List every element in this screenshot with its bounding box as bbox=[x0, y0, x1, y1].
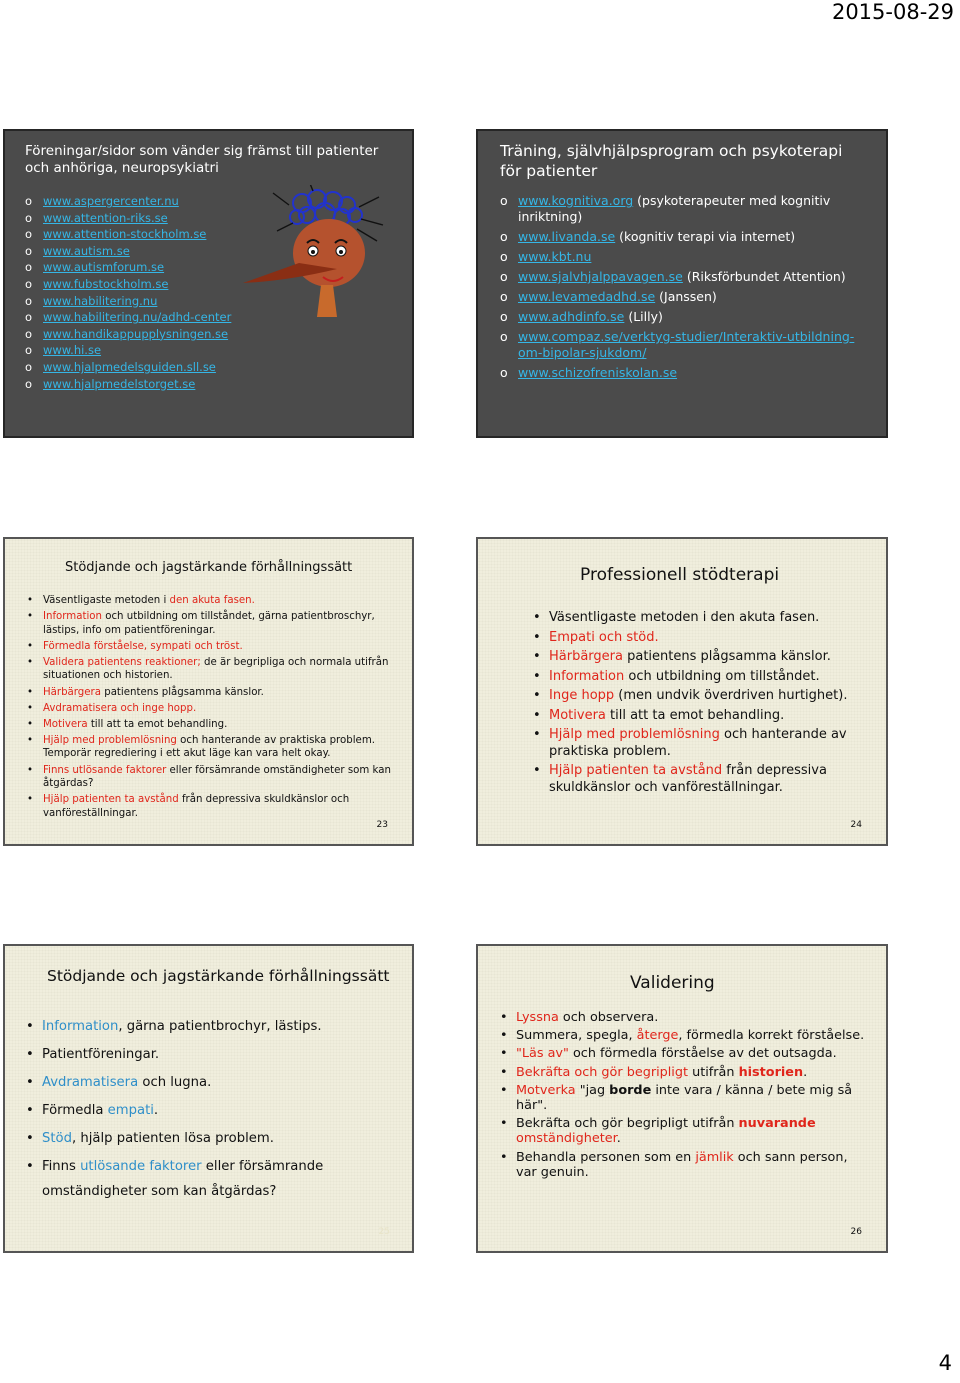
resource-link[interactable]: www.adhdinfo.se bbox=[518, 309, 625, 324]
bullet-highlight: Validera patientens reaktioner; bbox=[43, 656, 201, 668]
link-list-item bbox=[43, 210, 231, 227]
link-description: (Riksförbundet Attention) bbox=[682, 269, 846, 284]
bullet-item bbox=[549, 727, 869, 760]
bullet-item bbox=[43, 610, 403, 637]
bullet-item bbox=[42, 1126, 352, 1151]
bullet-text: patientens plågsamma känslor. bbox=[100, 686, 264, 698]
resource-link[interactable]: www.livanda.se bbox=[518, 229, 616, 244]
validering-item-6: • Bekräfta och gör begripligt utifrån nuvarande omständigheter. bbox=[516, 1116, 868, 1146]
bullet-item bbox=[43, 793, 403, 820]
link-description: (Janssen) bbox=[655, 289, 717, 304]
bullet-text: . bbox=[153, 1103, 159, 1118]
link-list-item bbox=[518, 309, 868, 325]
bullet-highlight: utlösande faktorer bbox=[80, 1159, 202, 1174]
link-list-item bbox=[518, 229, 868, 245]
resource-link[interactable]: www.attention-stockholm.se bbox=[43, 227, 207, 242]
bullet-highlight: Inge hopp bbox=[549, 688, 615, 703]
bullet-item bbox=[42, 1154, 352, 1204]
bullet-text: Patientföreningar. bbox=[42, 1047, 160, 1062]
bullet-text: , gärna patientbrochyr, lästips. bbox=[118, 1019, 322, 1034]
bullet-highlight: empati bbox=[107, 1103, 154, 1118]
bullet-item bbox=[43, 656, 403, 683]
bullet-item bbox=[549, 649, 869, 666]
bullet-item bbox=[42, 1098, 352, 1123]
resource-link[interactable]: www.kognitiva.org bbox=[518, 193, 634, 208]
bullet-text: eller försämrande omständigheter som kan åtgärdas? bbox=[42, 1159, 324, 1199]
bullet-text: Väsentligaste metoden i bbox=[43, 595, 170, 606]
link-list-item bbox=[43, 376, 231, 393]
resource-link[interactable]: www.attention-riks.se bbox=[43, 210, 168, 225]
caricature-drawing-image bbox=[237, 185, 407, 320]
bullet-item bbox=[43, 718, 403, 732]
bullet-highlight: Information bbox=[43, 611, 102, 623]
link-list-item bbox=[43, 193, 231, 210]
slide-4-bullet-list bbox=[549, 610, 869, 799]
link-list-item bbox=[518, 249, 868, 265]
resource-link[interactable]: www.autism.se bbox=[43, 243, 130, 258]
bullet-item bbox=[43, 686, 403, 700]
link-list-item bbox=[518, 329, 868, 361]
bullet-text: , hjälp patienten lösa problem. bbox=[71, 1131, 274, 1146]
slide-5-title: Stödjande och jagstärkande förhållningssätt bbox=[47, 967, 390, 985]
bullet-item bbox=[549, 669, 869, 686]
slide-5-number: 25 bbox=[378, 1227, 390, 1237]
resource-link[interactable]: www.fubstockholm.se bbox=[43, 276, 169, 291]
bullet-text: till att ta emot behandling. bbox=[605, 707, 785, 723]
slide-6-title: Validering bbox=[630, 973, 715, 993]
bullet-highlight: Förmedla förståelse, sympati och tröst. bbox=[43, 640, 243, 652]
link-list-item bbox=[43, 243, 231, 260]
bullet-highlight: Motivera bbox=[549, 707, 606, 723]
bullet-item bbox=[42, 1070, 352, 1095]
bullet-text: till att ta emot behandling. bbox=[87, 718, 228, 730]
link-list-item bbox=[43, 226, 231, 243]
validering-item-3: • "Läs av" och förmedla förståelse av det outsagda. bbox=[516, 1046, 868, 1061]
bullet-text: Finns bbox=[42, 1159, 81, 1174]
slide-6-bullet-list bbox=[516, 1010, 868, 1180]
resource-link[interactable]: www.habilitering.nu/adhd-center bbox=[43, 310, 232, 325]
bullet-highlight: Härbärgera bbox=[549, 649, 623, 664]
link-list-item bbox=[518, 269, 868, 285]
link-list-item bbox=[43, 276, 231, 293]
resource-link[interactable]: www.sjalvhjalppavagen.se bbox=[518, 269, 683, 284]
bullet-item bbox=[549, 708, 869, 725]
validering-item-7: • Behandla personen som en jämlik och sann person, var genuin. bbox=[516, 1150, 868, 1180]
link-list-item bbox=[518, 193, 868, 225]
bullet-text: och hanterande av praktiska problem. bbox=[549, 727, 847, 759]
bullet-text: patientens plågsamma känslor. bbox=[622, 649, 831, 664]
bullet-highlight: Hjälp med problemlösning bbox=[43, 734, 177, 746]
bullet-item bbox=[42, 1042, 352, 1067]
link-list-item bbox=[43, 293, 231, 310]
slide-4-title: Professionell stödterapi bbox=[580, 565, 780, 585]
bullet-highlight: Hjälp patienten ta avstånd bbox=[549, 763, 723, 778]
bullet-text: och lugna. bbox=[138, 1075, 212, 1090]
resource-link[interactable]: www.hi.se bbox=[43, 343, 102, 358]
slide-3-bullet-list bbox=[43, 594, 403, 823]
bullet-text: eller försämrande omständigheter som kan åtgärdas? bbox=[43, 764, 391, 790]
resource-link[interactable]: www.autismforum.se bbox=[43, 260, 165, 275]
link-description: (psykoterapeuter med kognitiv inriktning) bbox=[518, 193, 831, 224]
bullet-highlight: Finns utlösande faktorer bbox=[43, 764, 167, 776]
bullet-item bbox=[549, 630, 869, 647]
bullet-text: Förmedla bbox=[42, 1103, 108, 1118]
bullet-highlight: Avdramatisera bbox=[42, 1075, 139, 1090]
slide-1-link-list bbox=[43, 193, 231, 392]
bullet-item bbox=[43, 764, 403, 791]
slide-3 bbox=[3, 537, 414, 846]
slide-6 bbox=[476, 944, 888, 1253]
slide-5 bbox=[3, 944, 414, 1253]
validering-item-2: • Summera, spegla, återge, förmedla korrekt förståelse. bbox=[516, 1028, 868, 1043]
bullet-text: de är begripliga och normala utifrån situationen och historien. bbox=[43, 656, 389, 682]
link-list-item bbox=[43, 359, 231, 376]
resource-link[interactable]: www.hjalpmedelsguiden.sll.se bbox=[43, 359, 216, 374]
slide-2-title: Träning, självhjälpsprogram och psykoterapi för patienter bbox=[500, 142, 843, 180]
bullet-item bbox=[549, 610, 869, 627]
bullet-highlight: Stöd bbox=[42, 1131, 72, 1146]
resource-link[interactable]: www.schizofreniskolan.se bbox=[518, 365, 678, 380]
bullet-highlight: Hjälp med problemlösning bbox=[549, 727, 720, 742]
bullet-text: Väsentligaste metoden i den akuta fasen. bbox=[549, 610, 820, 625]
slide-3-number: 23 bbox=[376, 820, 388, 830]
link-list-item bbox=[43, 326, 231, 343]
slide-6-number: 26 bbox=[850, 1227, 862, 1237]
bullet-text: från depressiva skuldkänslor och vanföreställningar. bbox=[43, 794, 350, 819]
bullet-item bbox=[549, 763, 869, 796]
validering-item-1: • Lyssna och observera. bbox=[516, 1010, 868, 1025]
slide-1-title: Föreningar/sidor som vänder sig främst till patienter och anhöriga, neuropsykiatri bbox=[25, 143, 379, 176]
link-description: (kognitiv terapi via internet) bbox=[615, 229, 796, 244]
bullet-highlight: Motivera bbox=[43, 718, 88, 730]
slide-4-number: 24 bbox=[850, 820, 862, 830]
slide-5-bullet-list bbox=[42, 1014, 352, 1207]
bullet-highlight: Information bbox=[549, 668, 625, 684]
slide-3-title: Stödjande och jagstärkande förhållningssätt bbox=[65, 560, 353, 575]
bullet-text: och hanterande av praktiska problem. Temporär regrediering i ett akut läge kan vara helt okay. bbox=[43, 734, 375, 760]
resource-link[interactable]: www.handikappupplysningen.se bbox=[43, 326, 229, 341]
bullet-text: och utbildning om tillståndet. bbox=[624, 668, 820, 684]
link-list-item bbox=[43, 309, 231, 326]
bullet-highlight: Empati och stöd. bbox=[549, 629, 659, 645]
bullet-item bbox=[549, 688, 869, 705]
bullet-item bbox=[43, 640, 403, 654]
link-list-item bbox=[43, 342, 231, 359]
resource-link[interactable]: www.levamedadhd.se bbox=[518, 289, 656, 304]
bullet-highlight: Hjälp patienten ta avstånd bbox=[43, 794, 179, 806]
resource-link[interactable]: www.habilitering.nu bbox=[43, 293, 158, 308]
link-list-item bbox=[43, 259, 231, 276]
slide-2 bbox=[476, 129, 888, 438]
bullet-item bbox=[42, 1014, 352, 1039]
header-date: 2015-08-29 bbox=[831, 0, 954, 24]
resource-link[interactable]: www.kbt.nu bbox=[518, 249, 592, 264]
link-list-item bbox=[518, 365, 868, 381]
resource-link[interactable]: www.compaz.se/verktyg-studier/Interaktiv-utbildning-om-bipolar-sjukdom/ bbox=[518, 329, 855, 360]
bullet-text: (men undvik överdriven hurtighet). bbox=[614, 688, 848, 703]
bullet-highlight: Avdramatisera och inge hopp. bbox=[43, 702, 197, 714]
resource-link[interactable]: www.hjalpmedelstorget.se bbox=[43, 376, 196, 391]
link-description: (Lilly) bbox=[624, 309, 663, 324]
page-number: 4 bbox=[938, 1351, 952, 1375]
slide-1 bbox=[3, 129, 414, 438]
slide-2-link-list bbox=[518, 193, 868, 385]
bullet-item bbox=[43, 734, 403, 761]
resource-link[interactable]: www.aspergercenter.nu bbox=[43, 194, 179, 208]
slide-4 bbox=[476, 537, 888, 846]
bullet-text: och utbildning om tillståndet, gärna patientbroschyr, lästips, info om patientföreningar. bbox=[43, 611, 375, 636]
bullet-text: från depressiva skuldkänslor och vanföreställningar. bbox=[549, 763, 827, 795]
bullet-highlight: Härbärgera bbox=[43, 686, 101, 698]
validering-item-4: • Bekräfta och gör begripligt utifrån historien. bbox=[516, 1065, 868, 1080]
validering-item-5: • Motverka "jag borde inte vara / känna / bete mig så här". bbox=[516, 1083, 868, 1113]
bullet-item bbox=[43, 702, 403, 716]
bullet-highlight: Information bbox=[42, 1019, 119, 1034]
bullet-item bbox=[43, 594, 403, 608]
link-list-item bbox=[518, 289, 868, 305]
bullet-highlight: den akuta fasen. bbox=[169, 595, 255, 606]
